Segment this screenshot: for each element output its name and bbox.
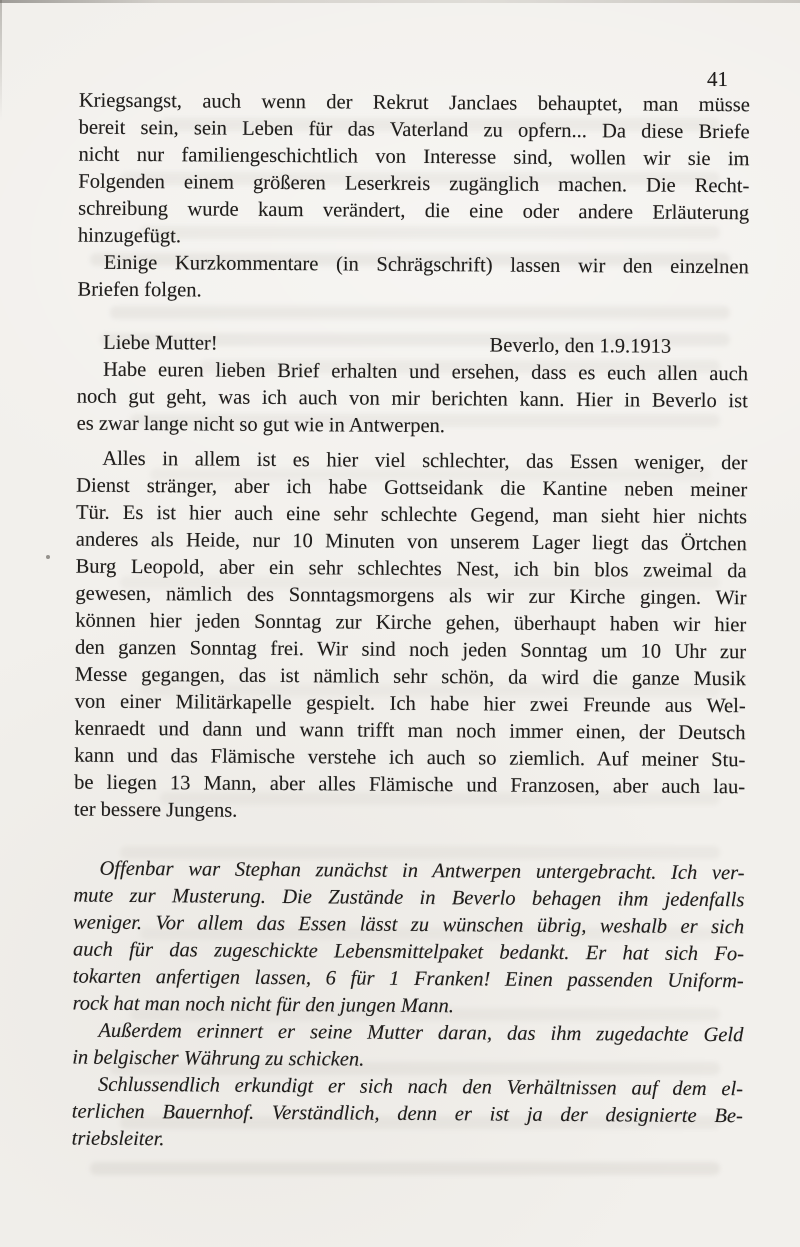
page-number: 41 [707, 67, 728, 91]
text-line: kann und das Flämische verstehe ich auch so ziemlich. Auf meiner Stu- [74, 744, 746, 772]
text-line: mute zur Musterung. Die Zustände in Beverlo behagen ihm jedenfalls [73, 884, 745, 912]
body-paragraph [77, 250, 748, 309]
text-line: be liegen 13 Mann, aber alles Flämische und Franzosen, aber auch lau- [74, 771, 746, 799]
scan-edge-artifact [0, 0, 800, 3]
commentary-paragraph [72, 1018, 743, 1077]
text-line: auch für das zugeschickte Lebensmittelpaket bedankt. Er hat sich Fo- [72, 938, 745, 966]
text-line: weniger. Vor allem das Essen lässt zu wünschen übrig, weshalb er sich [73, 911, 745, 939]
text-line: Offenbar war Stephan zunächst in Antwerpen untergebracht. Ich ver- [99, 857, 745, 885]
body-paragraph [74, 446, 748, 829]
text-line: kenraedt und dann und wann trifft man noch immer einen, der Deutsch [74, 717, 746, 745]
text-line: hinzugefügt. [77, 224, 182, 248]
text-line: Burg Leopold, aber ein sehr schlechtes Nest, ich bin blos zweimal da [75, 555, 747, 583]
text-line: Dienst stränger, aber ich habe Gottseidank die Kantine neben meiner [76, 474, 748, 502]
text-line: triebsleiter. [71, 1127, 165, 1151]
text-line: rock hat man noch nicht für den jungen Mann. [72, 992, 454, 1018]
text-line: ter bessere Jungens. [73, 798, 238, 822]
text-line: von einer Militärkapelle gespielt. Ich habe hier zwei Freunde aus Wel- [74, 690, 746, 718]
text-line: es zwar lange nicht so gut wie in Antwerpen. [76, 412, 446, 438]
text-line: nicht nur familiengeschichtlich von Interesse sind, wollen wir sie im [78, 143, 750, 171]
body-paragraph [77, 357, 749, 443]
text-line: Alles in allem ist es hier viel schlechter, das Essen weniger, der [102, 447, 748, 475]
text-line: Briefen folgen. [77, 278, 202, 302]
text-line: Kriegsangst, auch wenn der Rekrut Janclaes behauptet, man müsse [78, 89, 750, 117]
text-line: Außerdem erinnert er seine Mutter daran, das ihm zugedachte Geld [98, 1019, 744, 1047]
text-line: den ganzen Sonntag frei. Wir sind noch jeden Sonntag um 10 Uhr zur [75, 636, 747, 664]
body-paragraph [78, 88, 750, 255]
text-line: in belgischer Währung zu schicken. [72, 1046, 365, 1071]
text-line: Messe gegangen, das ist nämlich sehr schön, da wird die ganze Musik [74, 663, 746, 691]
text-line: noch gut geht, was ich auch von mir berichten kann. Hier in Beverlo ist [76, 385, 748, 413]
text-line: tokarten anfertigen lassen, 6 für 1 Franken! Einen passenden Uniform- [72, 965, 744, 993]
text-line: terlichen Bauernhof. Verständlich, denn er ist ja der designierte Be- [71, 1100, 743, 1128]
commentary-paragraph [73, 856, 745, 1023]
letter-salutation: Liebe Mutter! [103, 331, 218, 355]
text-line: anderes als Heide, nur 10 Minuten von unserem Lager liegt das Örtchen [75, 528, 747, 556]
text-line: Schlussendlich erkundigt er sich nach den Verhältnissen auf dem el- [97, 1073, 744, 1101]
letter-dateline: Beverlo, den 1.9.1913 [489, 334, 672, 358]
text-line: Folgenden einem größeren Leserkreis zugänglich machen. Die Recht- [78, 170, 750, 198]
text-line: Habe euren lieben Brief erhalten und ersehen, dass es euch allen auch [102, 358, 749, 386]
scan-edge-artifact [0, 0, 2, 120]
text-line: bereit sein, sein Leben für das Vaterland zu opfern... Da diese Briefe [78, 116, 750, 144]
text-line: gewesen, nämlich des Sonntagsmorgens als wir zur Kirche gingen. Wir [75, 582, 747, 610]
text-column [72, 88, 750, 1158]
scan-speck-artifact [46, 555, 50, 559]
text-line: Tür. Es ist hier auch eine sehr schlechte Gegend, man sieht hier nichts [75, 501, 748, 529]
bleed-through-artifact [90, 1162, 720, 1175]
commentary-paragraph [72, 1072, 744, 1158]
text-line: schreibung wurde kaum verändert, die eine oder andere Erläuterung [78, 197, 750, 225]
text-line: können hier jeden Sonntag zur Kirche gehen, überhaupt haben wir hier [75, 609, 747, 637]
text-line: Einige Kurzkommentare (in Schrägschrift) lassen wir den einzelnen [103, 251, 749, 279]
